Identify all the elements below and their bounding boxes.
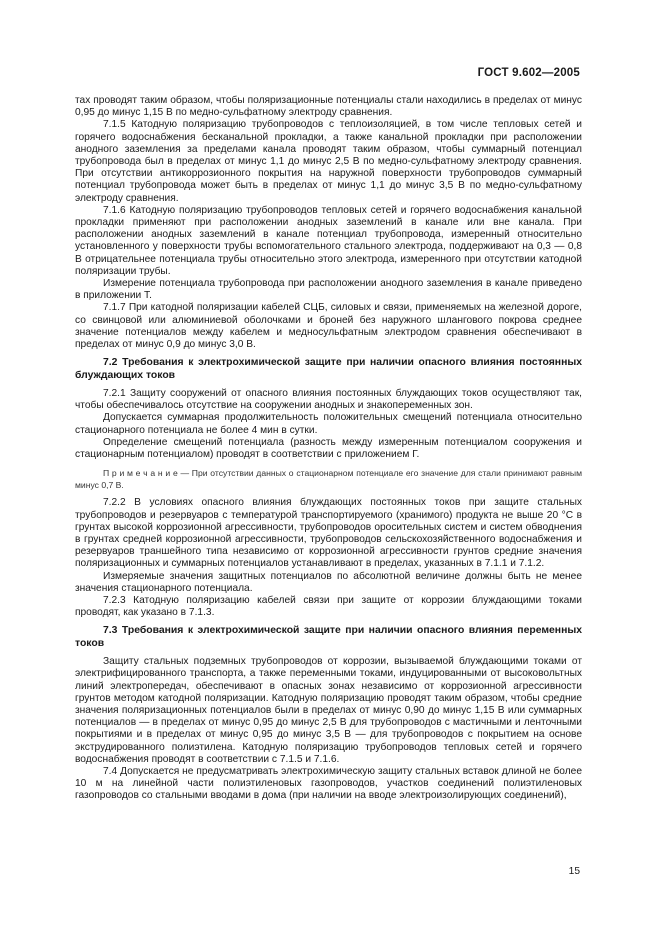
clause-7-2-1: 7.2.1 Защиту сооружений от опасного влияния постоянных блуждающих токов осуществляют так, чтобы обеспечивалось отсутствие на сооружении анодных и знакопеременных зон. xyxy=(75,388,582,412)
paragraph-continuation: тах проводят таким образом, чтобы поляризационные потенциалы стали находились в пределах от минус 0,95 до минус 1,15 В по медно-сульфатному электроду сравнения. xyxy=(75,95,582,119)
paragraph-measured-values: Измеряемые значения защитных потенциалов по абсолютной величине должны быть не менее значения стационарного потенциала. xyxy=(75,570,582,594)
standard-code-header: ГОСТ 9.602—2005 xyxy=(477,67,580,79)
page-number: 15 xyxy=(568,866,580,877)
paragraph-allowed-duration: Допускается суммарная продолжительность положительных смещений потенциала относительно стационарного потенциала не более 4 мин в сутки. xyxy=(75,412,582,436)
document-body xyxy=(75,95,582,803)
section-heading-7-2: 7.2 Требования к электрохимической защите при наличии опасного влияния постоянных блуждающих токов xyxy=(75,357,582,381)
note-stationary-potential: П р и м е ч а н и е — При отсутствии данных о стационарном потенциале его значение для стали принимают равным минус 0,7 В. xyxy=(75,468,582,491)
clause-7-2-3: 7.2.3 Катодную поляризацию кабелей связи при защите от коррозии блуждающими токами проводят, как указано в 7.1.3. xyxy=(75,594,582,619)
section-heading-7-3: 7.3 Требования к электрохимической защите при наличии опасного влияния переменных токов xyxy=(75,625,582,649)
paragraph-measurement-note: Измерение потенциала трубопровода при расположении анодного заземления в канале приведено в приложении Т. xyxy=(75,278,582,302)
clause-7-1-6: 7.1.6 Катодную поляризацию трубопроводов тепловых сетей и горячего водоснабжения канальной прокладки применяют при расположении анодных заземлений в канале или вне канала. При расположении анодных заземлений в канале потенциал трубопровода, измеренный относительно установленного у поверхности трубы вспомогательного стального электрода, поддерживают на 0,3 — 0,8 В отрицательнее потенциала трубы относительно этого электрода, измеренного при отсутствии катодной поляризации трубы. xyxy=(75,204,582,277)
clause-7-4: 7.4 Допускается не предусматривать электрохимическую защиту стальных вставок длиной не более 10 м на линейной части полиэтиленовых газопроводов, участков соединений полиэтиленовых газопроводов со стальными вводами в дома (при наличии на вводе электроизолирующих соединений), xyxy=(75,765,582,802)
paragraph-ac-protection: Защиту стальных подземных трубопроводов от коррозии, вызываемой блуждающими токами от электрифицированного транспорта, а также переменными токами, индуцированными от высоковольтных линий электропередач, обеспечивают в опасных зонах независимо от коррозионной агрессивности грунтов методом катодной поляризации. Катодную поляризацию проводят таким образом, чтобы средние значения поляризационных потенциалов были в пределах от минус 0,90 до минус 1,15 В или суммарных потенциалов — в пределах от минус 0,95 до минус 2,5 В для трубопроводов с мастичными и ленточными покрытиями и в пределах от минус 0,95 до минус 3,5 В — для трубопроводов с покрытием на основе экструдированного полиэтилена. Катодную поляризацию трубопроводов тепловых сетей и горячего водоснабжения проводят в соответствии с 7.1.5 и 7.1.6. xyxy=(75,656,582,765)
clause-7-1-5: 7.1.5 Катодную поляризацию трубопроводов с теплоизоляцией, в том числе тепловых сетей и горячего водоснабжения бесканальной прокладки, а также канальной прокладки при расположении анодного заземления за пределами канала проводят таким образом, чтобы суммарный потенциал трубопровода был в пределах от минус 1,1 до минус 2,5 В по медно-сульфатному электроду сравнения. При отсутствии антикоррозионного покрытия на наружной поверхности трубопроводов суммарный потенциал трубопровода может быть в пределах от минус 1,1 до минус 3,5 В по медно-сульфатному электроду сравнения. xyxy=(75,119,582,204)
clause-7-2-2: 7.2.2 В условиях опасного влияния блуждающих постоянных токов при защите стальных трубопроводов и резервуаров с температурой транспортируемого (хранимого) продукта не выше 20 °С в грунтах высокой коррозионной агрессивности, трубопроводов оросительных систем и систем обводнения в грунтах средней коррозионной агрессивности, трубопроводов сельскохозяйственного водоснабжения и резервуаров траншейного типа независимо от коррозионной агрессивности грунтов средние значения поляризационных и суммарных потенциалов устанавливают в пределах, указанных в 7.1.1 и 7.1.2. xyxy=(75,497,582,570)
clause-7-1-7: 7.1.7 При катодной поляризации кабелей СЦБ, силовых и связи, применяемых на железной дороге, со свинцовой или алюминиевой оболочками и броней без наружного шлангового покрова среднее значение потенциалов между кабелем и медносульфатным электродом сравнения обеспечивают в пределах от минус 0,9 до минус 3,0 В. xyxy=(75,302,582,351)
paragraph-offset-definition: Определение смещений потенциала (разность между измеренным потенциалом сооружения и стационарным потенциалом) проводят в соответствии с приложением Г. xyxy=(75,436,582,461)
